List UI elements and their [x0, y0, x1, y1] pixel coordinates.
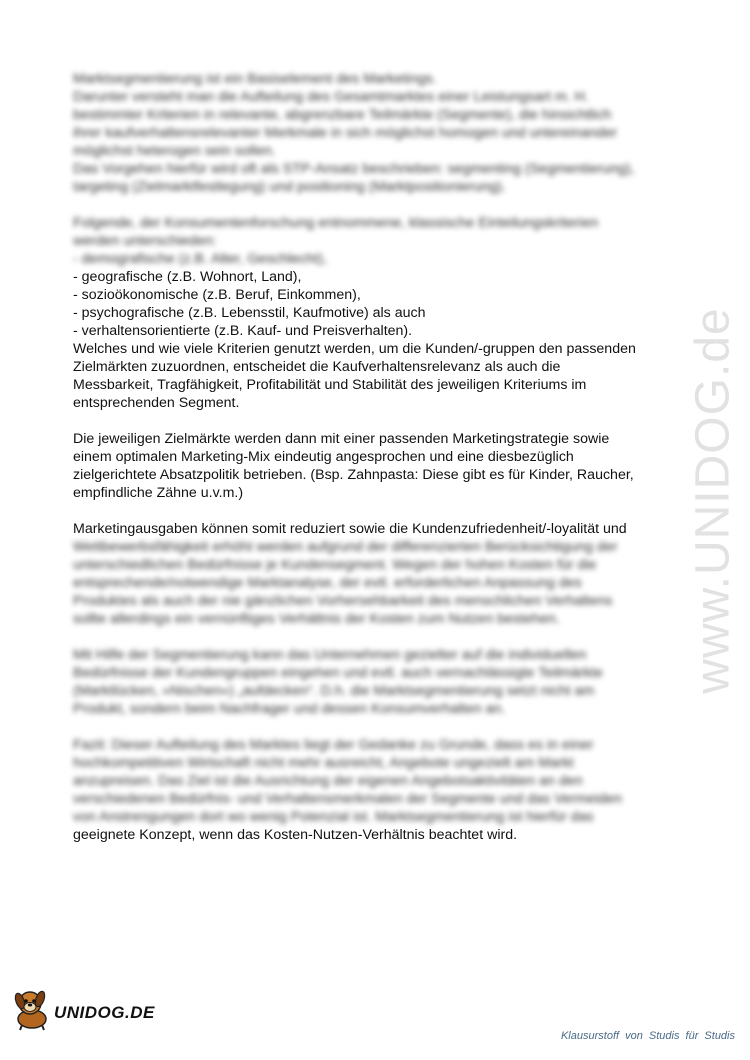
text-line: Zielmärkten zuzuordnen, entscheidet die Kaufverhaltensrelevanz als auch die — [73, 359, 561, 375]
text-line: Das Vorgehen hierfür wird oft als STP-Ansatz beschrieben: segmenting (Segmentierung), — [73, 161, 635, 177]
dog-icon — [10, 985, 54, 1031]
unidog-logo — [10, 985, 160, 1035]
text-line: Mit Hilfe der Segmentierung kann das Unternehmen gezielter auf die individuellen — [73, 647, 587, 663]
text-line: entsprechenden Segment. — [73, 395, 240, 411]
logo-text: UNIDOG.DE — [54, 1003, 155, 1022]
text-line: hochkompetitiven Wirtschaft nicht mehr ausreicht, Angebote ungezielt am Markt — [73, 755, 574, 771]
text-line: Messbarkeit, Tragfähigkeit, Profitabilität und Stabilität des jeweiligen Kriteriums im — [73, 377, 587, 393]
text-line: empfindliche Zähne u.v.m.) — [73, 485, 244, 501]
text-line: Fazit: Dieser Aufteilung des Marktes liegt der Gedanke zu Grunde, dass es in einer — [73, 737, 594, 753]
text-line: entsprechende/notwendige Marktanalyse, der evtl. erforderlichen Anpassung des — [73, 575, 582, 591]
paragraph-conclusion — [73, 736, 683, 844]
text-line: Folgende, der Konsumentenforschung entnommene, klassische Einteilungskriterien — [73, 215, 599, 231]
text-line: einem optimalen Marketing-Mix eindeutig angesprochen und eine diesbezüglich — [73, 449, 574, 465]
footer-tagline: Klausurstoff von Studis für Studis — [560, 1030, 735, 1042]
text-line: Welches und wie viele Kriterien genutzt werden, um die Kunden/-gruppen den passenden — [73, 341, 636, 357]
text-line: möglichst heterogen sein sollen. — [73, 143, 276, 159]
paragraph-criteria — [73, 214, 683, 412]
text-line: werden unterschieden: — [73, 233, 217, 249]
text-line: - psychografische (z.B. Lebensstil, Kaufmotive) als auch — [73, 305, 426, 321]
text-line: - verhaltensorientierte (z.B. Kauf- und Preisverhalten). — [73, 323, 413, 339]
text-line: Wettbewerbsfähigkeit erhöht werden aufgrund der differenzierten Berücksichtigung der — [73, 539, 618, 555]
watermark — [688, 270, 738, 730]
text-line: zielgerichtete Absatzpolitik betrieben. (Bsp. Zahnpasta: Diese gibt es für Kinder, Raucher, — [73, 467, 634, 483]
paragraph-intro — [73, 70, 683, 196]
text-line: geeignete Konzept, wenn das Kosten-Nutzen-Verhältnis beachtet wird. — [73, 827, 518, 843]
text-line: Bedürfnisse der Kundengruppen eingehen und evtl. auch vernachlässigte Teilmärkte — [73, 665, 603, 681]
paragraph-segmentation-help — [73, 646, 683, 718]
text-line: ihrer kaufverhaltensrelevanter Merkmale in sich möglichst homogen und untereinander — [73, 125, 618, 141]
text-line: (Marktlücken, »Nischen«) „aufdecken“. D.h. die Marktsegmentierung setzt nicht am — [73, 683, 595, 699]
watermark-text: www.UNIDOG.de — [686, 306, 740, 694]
text-line: - sozioökonomische (z.B. Beruf, Einkommen), — [73, 287, 361, 303]
text-line: Produktes als auch der nie gänzlichen Vorhersehbarkeit des menschlichen Verhaltens — [73, 593, 613, 609]
text-line: Marktsegmentierung ist ein Basiselement des Marketings. — [73, 71, 437, 87]
text-line: sollte allerdings ein vernünftiges Verhältnis der Kosten zum Nutzen bestehen. — [73, 611, 560, 627]
text-line: anzupreisen. Das Ziel ist die Ausrichtung der eigenen Angebotsaktivitäten an den — [73, 773, 583, 789]
text-line: targeting (Zielmarktfestlegung) und positioning (Marktpositionierung). — [73, 179, 506, 195]
text-line: Marketingausgaben können somit reduziert sowie die Kundenzufriedenheit/-loyalität und — [73, 521, 627, 537]
text-line: bestimmter Kriterien in relevante, abgrenzbare Teilmärkte (Segmente), die hinsichtlich — [73, 107, 612, 123]
text-line: - geografische (z.B. Wohnort, Land), — [73, 269, 302, 285]
paragraph-marketing-costs — [73, 520, 683, 628]
text-line: Produkt, sondern beim Nachfrager und dessen Konsumverhalten an. — [73, 701, 506, 717]
paragraph-target-markets — [73, 430, 683, 502]
text-line: Darunter versteht man die Aufteilung des Gesamtmarktes einer Leistungsart m. H. — [73, 89, 589, 105]
text-line: von Anstrengungen dort wo wenig Potenzial ist. Marktsegmentierung ist hierfür das — [73, 809, 594, 825]
document-body — [73, 70, 683, 862]
text-line: verschiedenen Bedürfnis- und Verhaltensmerkmalen der Segmente und das Vermeiden — [73, 791, 622, 807]
text-line: Die jeweiligen Zielmärkte werden dann mit einer passenden Marketingstrategie sowie — [73, 431, 610, 447]
text-line: unterschiedlichen Bedürfnisse je Kundensegment. Wegen der hohen Kosten für die — [73, 557, 597, 573]
text-line: - demografische (z.B. Alter, Geschlecht), — [73, 251, 327, 267]
